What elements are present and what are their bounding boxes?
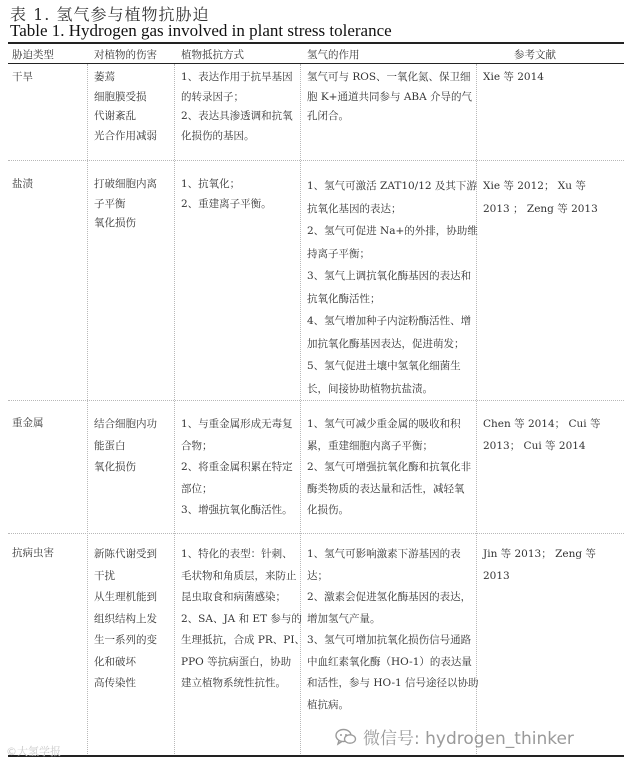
row-3-references <box>483 414 601 457</box>
text-line: 的转录因子； <box>181 90 244 103</box>
header-h2-role: 氢气的作用 <box>307 49 360 61</box>
text-line: 长，间接协助植物抗盐渍。 <box>307 382 433 395</box>
text-line: 昆虫取食和病菌感染； <box>181 591 286 603</box>
row-4-h2-role <box>307 544 479 716</box>
row-1-h2-role <box>307 68 472 127</box>
text-line: 5、氢气促进土壤中氢氧化细菌生 <box>307 360 461 372</box>
source-logo: ©大氢学报 <box>6 745 61 758</box>
text-line: 2013 ； Zeng 等 2013 <box>483 202 598 215</box>
row-2-stress <box>12 175 33 195</box>
text-line: 2、氢气可增强抗氧化酶和抗氧化非 <box>307 461 472 473</box>
text-line: 1、氢气可减少重金属的吸收和积 <box>307 418 461 430</box>
text-line: 生理抵抗，合成 PR、PI、 <box>181 634 306 646</box>
row-divider <box>8 400 624 401</box>
text-line: 中血红素氧化酶（HO-1）的表达量 <box>307 655 472 668</box>
text-line: 从生理机能到 <box>94 591 157 603</box>
text-line: 2、重建离子平衡。 <box>181 197 272 210</box>
text-line: 2、将重金属积累在特定 <box>181 461 293 473</box>
row-1-stress <box>12 68 33 88</box>
text-line: 1、抗氧化； <box>181 178 241 190</box>
row-1-resistance <box>181 68 293 146</box>
text-line: 萎蔫 <box>94 71 115 83</box>
text-line: 孔闭合。 <box>307 110 349 122</box>
text-line: 打破细胞内离 <box>94 178 157 190</box>
text-line: 能蛋白 <box>94 439 126 452</box>
wechat-watermark <box>335 724 574 751</box>
text-line: 干扰 <box>94 569 115 582</box>
text-line: Chen 等 2014； Cui 等 <box>483 418 601 430</box>
text-line: 酶类物质的表达量和活性，减轻氧 <box>307 482 465 495</box>
text-line: 加抗氧化酶基因表达，促进萌发； <box>307 337 465 350</box>
table-top-rule <box>8 42 624 44</box>
row-3-damage <box>94 414 157 479</box>
row-4-damage <box>94 544 157 695</box>
row-2-h2-role <box>307 175 478 400</box>
text-line: 代谢紊乱 <box>94 110 136 122</box>
text-line: 盐渍 <box>12 178 33 190</box>
text-line: 2013； Cui 等 2014 <box>483 439 586 452</box>
text-line: Jin 等 2013； Zeng 等 <box>483 548 596 560</box>
text-line: 细胞膜受损 <box>94 90 147 103</box>
text-line: 部位； <box>181 482 213 495</box>
text-line: 结合细胞内功 <box>94 418 157 430</box>
row-4-stress <box>12 544 54 564</box>
row-4-references <box>483 544 596 587</box>
text-line: PPO 等抗病蛋白，协助 <box>181 655 292 668</box>
table-bottom-rule <box>8 755 624 757</box>
text-line: 1、表达作用于抗旱基因 <box>181 71 293 83</box>
header-references: 参考文献 <box>514 49 556 61</box>
text-line: 合物； <box>181 439 213 452</box>
text-line: 新陈代谢受到 <box>94 548 157 560</box>
row-divider <box>8 533 624 534</box>
text-line: 2、SA、JA 和 ET 参与的 <box>181 612 302 625</box>
header-stress-type: 胁迫类型 <box>12 49 54 61</box>
text-line: 植抗病。 <box>307 698 349 711</box>
text-line: 抗病虫害 <box>12 547 54 559</box>
row-2-resistance <box>181 175 272 214</box>
text-line: 子平衡 <box>94 197 126 210</box>
text-line: 抗氧化酶活性； <box>307 292 381 305</box>
text-line: 干旱 <box>12 71 33 83</box>
text-line: 2、激素会促进氢化酶基因的表达， <box>307 591 472 603</box>
text-line: 达； <box>307 569 328 582</box>
text-line: 3、增强抗氧化酶活性。 <box>181 504 293 516</box>
text-line: 1、与重金属形成无毒复 <box>181 418 293 430</box>
text-line: 增加氢气产量。 <box>307 612 381 625</box>
text-line: 组织结构上发 <box>94 612 157 625</box>
text-line: 生一系列的变 <box>94 634 157 646</box>
text-line: 4、氢气增加种子内淀粉酶活性、增 <box>307 315 472 327</box>
row-3-resistance <box>181 414 293 522</box>
text-line: 1、氢气可影响激素下游基因的表 <box>307 548 461 560</box>
text-line: 毛状物和角质层，来防止 <box>181 569 297 582</box>
row-4-resistance <box>181 544 305 695</box>
row-1-references <box>483 68 544 88</box>
row-2-references <box>483 175 598 220</box>
watermark-text: 微信号: hydrogen_thinker <box>363 729 574 749</box>
header-damage: 对植物的伤害 <box>94 49 157 61</box>
row-1-damage <box>94 68 157 146</box>
text-line: 光合作用减弱 <box>94 129 157 142</box>
column-divider <box>87 64 88 754</box>
text-line: 氧化损伤 <box>94 217 136 229</box>
text-line: 抗氧化基因的表达； <box>307 202 402 215</box>
text-line: 持离子平衡； <box>307 247 370 260</box>
text-line: 化和破坏 <box>94 655 136 668</box>
text-line: Xie 等 2014 <box>483 71 544 83</box>
table-header-rule <box>8 63 624 64</box>
text-line: 2、氢气可促进 Na+的外排，协助维 <box>307 225 478 237</box>
row-2-damage <box>94 175 157 234</box>
text-line: 1、氢气可激活 ZAT10/12 及其下游 <box>307 180 477 192</box>
text-line: 氢气可与 ROS、一氧化氮、保卫细 <box>307 71 471 83</box>
row-3-h2-role <box>307 414 471 522</box>
text-line: Xie 等 2012； Xu 等 <box>483 180 586 192</box>
wechat-bubble-icon <box>335 728 357 751</box>
text-line: 氧化损伤 <box>94 461 136 473</box>
text-line: 建立植物系统性抗性。 <box>181 677 286 689</box>
row-3-stress <box>12 414 44 434</box>
table-caption-en: Table 1. Hydrogen gas involved in plant stress tolerance <box>10 21 392 40</box>
column-divider <box>174 64 175 754</box>
text-line: 1、特化的表型：针刺、 <box>181 548 293 560</box>
text-line: 重金属 <box>12 417 44 429</box>
text-line: 胞 K+通道共同参与 ABA 介导的气 <box>307 90 473 103</box>
text-line: 化损伤。 <box>307 504 349 516</box>
text-line: 2、表达具渗透调和抗氧 <box>181 110 293 122</box>
text-line: 2013 <box>483 569 510 582</box>
text-line: 3、氢气可增加抗氧化损伤信号通路 <box>307 634 472 646</box>
text-line: 化损伤的基因。 <box>181 129 255 142</box>
text-line: 3、氢气上调抗氧化酶基因的表达和 <box>307 270 472 282</box>
header-resistance: 植物抵抗方式 <box>181 49 244 61</box>
row-divider <box>8 160 624 161</box>
text-line: 和活性，参与 HO-1 信号途径以协助 <box>307 677 479 689</box>
table-caption-cn: 表 1. 氢气参与植物抗胁迫 <box>10 5 210 24</box>
text-line: 累，重建细胞内离子平衡； <box>307 439 433 452</box>
text-line: 高传染性 <box>94 677 136 689</box>
